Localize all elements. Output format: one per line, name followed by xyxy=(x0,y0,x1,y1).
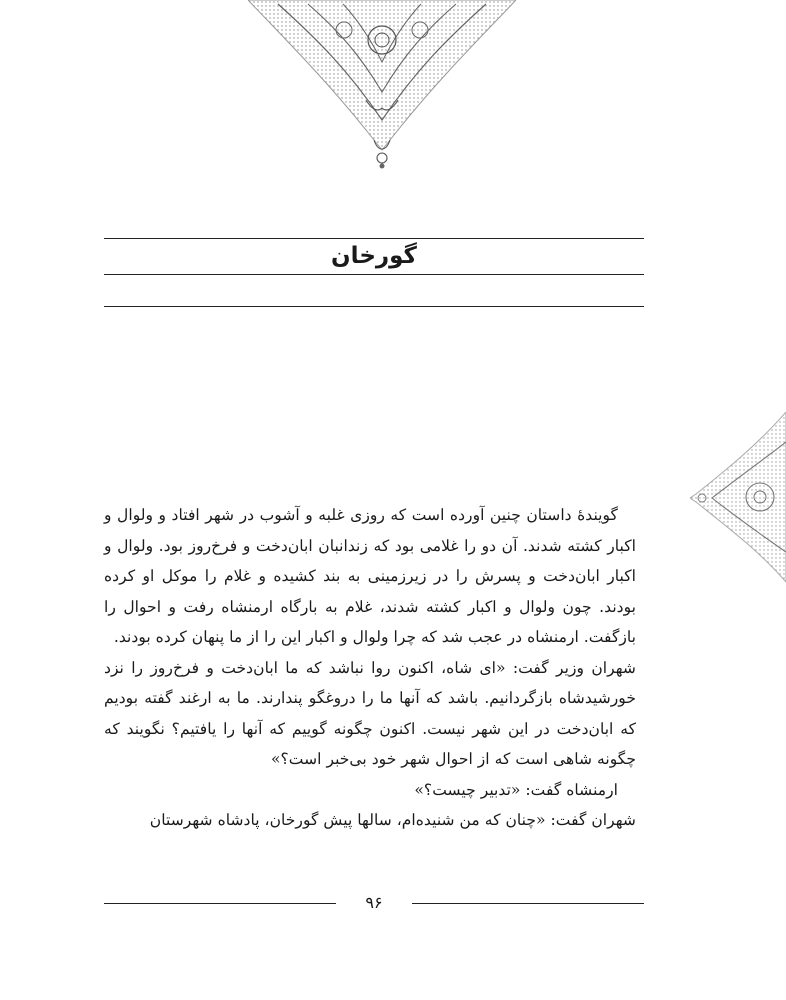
page-number: ۹۶ xyxy=(365,893,383,912)
arabesque-ornament-top-icon xyxy=(248,0,516,170)
title-top-rule xyxy=(104,238,644,239)
footer-rule-left xyxy=(104,903,336,904)
title-lower-rule xyxy=(104,306,644,307)
paragraph: شهران گفت: «چنان که من شنیده‌ام، سالها پیش گورخان، پادشاه شهرستان xyxy=(149,811,636,829)
body-text xyxy=(104,500,636,836)
arabesque-ornament-side-icon xyxy=(690,412,786,582)
paragraph: ارمنشاه گفت: «تدبیر چیست؟» xyxy=(414,780,618,799)
chapter-title: گورخان xyxy=(331,243,417,269)
paragraph: شهران وزیر گفت: «ای شاه، اکنون روا نباشد که ما ابان‌دخت و فرخ‌روز را نزد خورشیدشاه بازگردانیم. باشد که آنها ما را دروغگو پندارند. ما به ارغند گفته بودیم که ابان‌دخت در این شهر نیست. اکنون چگونه گوییم که آنها را یافتیم؟ نگویند که چگونه شاهی است که از احوال شهر خود بی‌خبر است؟» xyxy=(104,658,636,768)
chapter-header xyxy=(104,238,644,310)
footer-rule-right xyxy=(412,903,644,904)
title-bottom-rule xyxy=(104,274,644,275)
page-footer xyxy=(104,893,644,913)
paragraph: گویندهٔ داستان چنین آورده است که روزی غلبه و آشوب در شهر افتاد و ولوال و اکبار کشته شدند. آن دو را غلامی بود که زندانبان ابان‌دخت و فرخ‌روز بود. ولوال و اکبار ابان‌دخت و پسرش را در زیرزمینی به بند کشیده و غلام را موکل او کرده بودند. چون ولوال و اکبار کشته شدند، غلام به بارگاه ارمنشاه رفت و احوال را بازگفت. ارمنشاه در عجب شد که چرا ولوال و اکبار این را از ما پنهان کرده بودند. xyxy=(104,506,636,646)
